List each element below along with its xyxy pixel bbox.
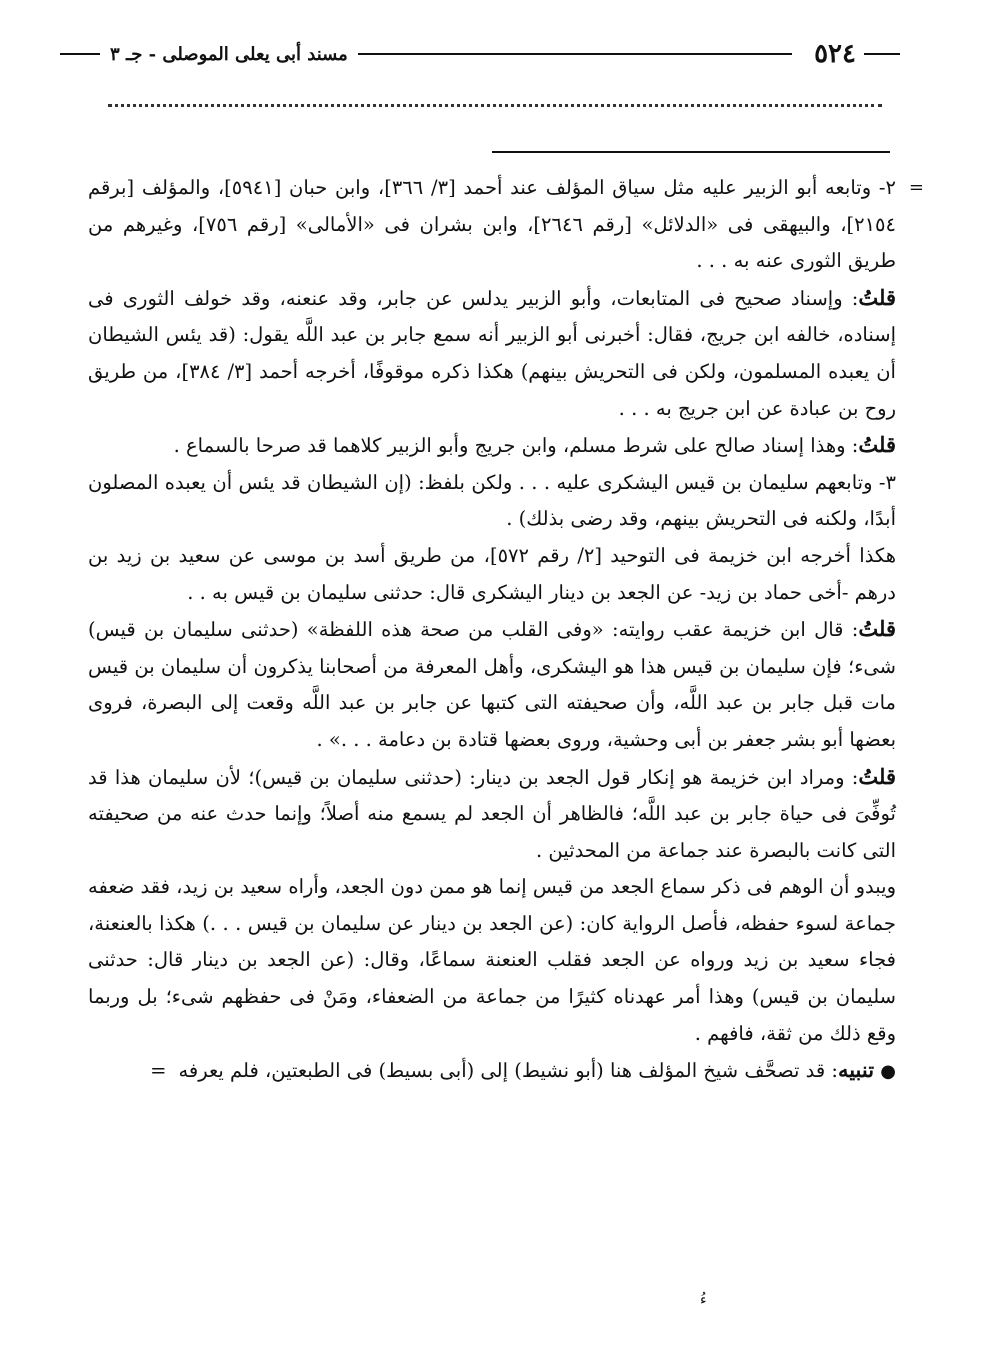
footnote-body (88, 170, 924, 1091)
ellipsis-separator (108, 104, 882, 127)
note-end-mark: = (150, 1059, 167, 1083)
paragraph (88, 611, 896, 758)
header-rule (358, 53, 792, 55)
paragraph (88, 538, 896, 611)
paragraph-lead: قلتُ (858, 616, 896, 642)
paragraph-text: ٢- وتابعه أبو الزبير عليه مثل سياق المؤلف عند أحمد [٣/ ٣٦٦]، وابن حبان [٥٩٤١]، والمؤلف [برقم ٢١٥٤]، والبيهقى فى «الدلائل» [رقم ٢٦٤٦]، وابن بشران فى «الأمالى» [رقم ٧٥٦]، وغيرهم من طريق الثورى عنه به . . . (88, 176, 897, 273)
note-lead: تنبيه (837, 1057, 875, 1083)
paragraph (88, 280, 896, 427)
running-title: مسند أبى يعلى الموصلى - جـ ٣ (110, 43, 348, 65)
paragraph (88, 869, 896, 1052)
note-text: : قد تصحَّف شيخ المؤلف هنا (أبو نشيط) إلى (أبى بسيط) فى الطبعتين، فلم يعرفه (178, 1059, 838, 1083)
paragraph (88, 427, 896, 465)
paragraph-text: ٣- وتابعهم سليمان بن قيس اليشكرى عليه . . . ولكن بلفظ: (إن الشيطان قد يئس أن يعبده المصلون أبدًا، ولكنه فى التحريش بينهم، وقد رضى بذلك) . (88, 470, 896, 531)
paragraph (88, 465, 896, 538)
paragraph (88, 170, 896, 280)
continuation-mark: = (908, 177, 924, 198)
paragraph-text: : قال ابن خزيمة عقب روايته: «وفى القلب من صحة هذه اللفظة» (حدثنى سليمان بن قيس) شىء؛ فإن سليمان بن قيس هذا هو اليشكرى، وأهل المعرفة من أصحابنا يذكرون أن سليمان بن قيس مات قبل جابر بن عبد اللَّه، وأن صحيفته التى كتبها عن جابر بن عبد اللَّه وقعت إلى البصرة، فروى بعضها أبو بشر جعفر بن أبى وحشية، وروى بعضها قتادة بن دعامة . . .» . (88, 618, 896, 751)
bullet-icon: ● (880, 1061, 896, 1083)
paragraph-text: : وإسناد صحيح فى المتابعات، وأبو الزبير يدلس عن جابر، وقد عنعنه، وقد خولف الثورى فى إسناده، خالفه ابن جريج، فقال: أخبرنى أبو الزبير أنه سمع جابر بن عبد اللَّه يقول: (قد يئس الشيطان أن يعبده المسلمون، ولكن فى التحريش بينهم) هكذا ذكره موقوفًا، أخرجه أحمد [٣/ ٣٨٤]، من طريق روح بن عبادة عن ابن جريج به . . . (88, 286, 896, 420)
header-dash-right (864, 53, 900, 55)
paragraph-lead: قلتُ (858, 432, 896, 458)
paragraph-lead: قلتُ (858, 284, 896, 310)
page-header (60, 38, 900, 70)
bottom-mark: ءُ (700, 1292, 707, 1308)
paragraph (88, 759, 896, 870)
paragraph-lead: قلتُ (858, 763, 896, 789)
note-paragraph (88, 1052, 896, 1091)
paragraph-text: ويبدو أن الوهم فى ذكر سماع الجعد من قيس إنما هو ممن دون الجعد، وأراه سعيد بن زيد، فقد ضعفه جماعة لسوء حفظه، فأصل الرواية كان: (عن الجعد بن دينار عن سليمان بن قيس . . .) هكذا بالعنعنة، فجاء سعيد بن زيد ورواه عن الجعد فقلب العنعنة سماعًا، وقال: (عن الجعد بن دينار قال: حدثنى سليمان بن قيس) وهذا أمر عهدناه كثيرًا من جماعة من الضعفاء، ومَنْ فى حفظهم شىء؛ بل وربما وقع ذلك من ثقة، فافهم . (88, 875, 896, 1045)
paragraph-text: : ومراد ابن خزيمة هو إنكار قول الجعد بن دينار: (حدثنى سليمان بن قيس)؛ لأن سليمان هذا قد تُوفِّىَ فى حياة جابر بن عبد اللَّه؛ فالظاهر أن الجعد لم يسمع منه أصلاً؛ وإنما حدث عنه من صحيفته التى كانت بالبصرة عند جماعة من المحدثين . (88, 765, 896, 862)
page-number: ٥٢٤ (814, 39, 856, 69)
paragraph-text: : وهذا إسناد صالح على شرط مسلم، وابن جريج وأبو الزبير كلاهما قد صرحا بالسماع . (173, 434, 859, 458)
footnote-separator (492, 151, 890, 153)
paragraph-text: هكذا أخرجه ابن خزيمة فى التوحيد [٢/ رقم ٥٧٢]، من طريق أسد بن موسى عن سعيد بن زيد بن درهم -أخى حماد بن زيد- عن الجعد بن دينار اليشكرى قال: حدثنى سليمان بن قيس به . . (88, 543, 896, 604)
header-dash-left (60, 53, 100, 55)
